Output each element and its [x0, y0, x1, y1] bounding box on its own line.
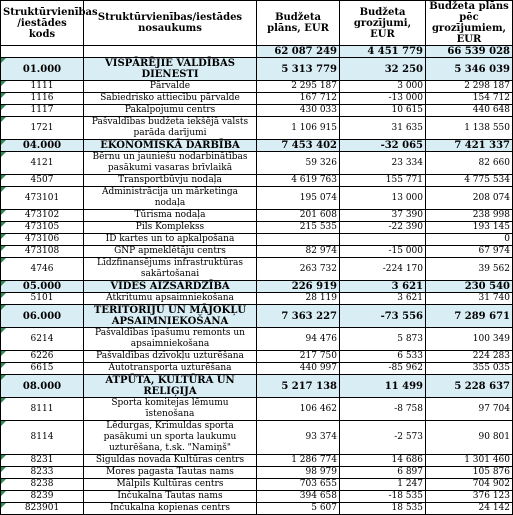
- totals-empty-cell: [84, 46, 257, 58]
- row-name: Lēdurgas, Krimuldas sporta pasākumi un sporta laukumu uzturēšana, t.sk. "Namiņš": [84, 421, 257, 455]
- row-name: Sabiedrisko attiecību pārvalde: [84, 93, 257, 105]
- table-row: [1, 222, 513, 234]
- row-name: ID kartes un to apkalpošana: [84, 234, 257, 246]
- row-name: EKONOMISKĀ DARBĪBA: [84, 140, 257, 152]
- row-code: 08.000: [1, 375, 84, 398]
- row-plan: 82 974: [257, 246, 340, 258]
- row-name: Sporta komitejas lēmumu īstenošana: [84, 398, 257, 421]
- row-code: 05.000: [1, 281, 84, 293]
- row-plan-after: 355 035: [426, 363, 513, 375]
- cell-indicator-icon: [1, 293, 6, 298]
- row-plan: 1 106 915: [257, 117, 340, 140]
- cell-indicator-icon: [1, 421, 6, 426]
- row-plan-after: 39 562: [426, 258, 513, 281]
- row-name: Transportbūvju nodaļa: [84, 175, 257, 187]
- row-code: 8233: [1, 467, 84, 479]
- row-name: Mālpils Kultūras centrs: [84, 479, 257, 491]
- row-plan-after: 208 074: [426, 187, 513, 210]
- table-row: [1, 351, 513, 363]
- row-plan: 703 655: [257, 479, 340, 491]
- total-plan: 62 087 249: [257, 46, 340, 58]
- cell-indicator-icon: [1, 491, 6, 496]
- row-name: Mores pagasta Tautas nams: [84, 467, 257, 479]
- section-row: [1, 281, 513, 293]
- row-code: 4507: [1, 175, 84, 187]
- table-row: [1, 246, 513, 258]
- cell-indicator-icon: [1, 81, 6, 86]
- row-plan-after: 1 138 550: [426, 117, 513, 140]
- row-name: Autotransporta uzturēšana: [84, 363, 257, 375]
- row-code: 823901: [1, 503, 84, 515]
- row-change: -2 573: [340, 421, 426, 455]
- row-plan: [257, 234, 340, 246]
- row-code: 4121: [1, 152, 84, 175]
- table-row: [1, 467, 513, 479]
- cell-indicator-icon: [1, 234, 6, 239]
- cell-indicator-icon: [1, 117, 6, 122]
- row-plan: 7 363 227: [257, 305, 340, 328]
- row-change: -15 000: [340, 246, 426, 258]
- table-row: [1, 455, 513, 467]
- row-code: 1116: [1, 93, 84, 105]
- row-name: ATPŪTA, KULTŪRA UN RELIĢIJA: [84, 375, 257, 398]
- row-plan: 106 462: [257, 398, 340, 421]
- table-row: [1, 293, 513, 305]
- row-plan-after: 154 712: [426, 93, 513, 105]
- cell-indicator-icon: [1, 246, 6, 251]
- row-plan-after: 82 660: [426, 152, 513, 175]
- cell-indicator-icon: [1, 281, 6, 286]
- row-change: -85 962: [340, 363, 426, 375]
- row-name: Inčukalna Tautas nams: [84, 491, 257, 503]
- row-name: Pašvaldības īpašumu remonts un apsaimniekošana: [84, 328, 257, 351]
- table-row: [1, 152, 513, 175]
- table-row: [1, 187, 513, 210]
- row-plan-after: 4 775 534: [426, 175, 513, 187]
- row-code: 8231: [1, 455, 84, 467]
- row-change: 23 334: [340, 152, 426, 175]
- cell-indicator-icon: [1, 105, 6, 110]
- row-plan: 217 750: [257, 351, 340, 363]
- header-plan-after: Budžeta plāns pēc grozījumiem, EUR: [426, 1, 513, 46]
- row-plan: 394 658: [257, 491, 340, 503]
- row-plan: 195 074: [257, 187, 340, 210]
- section-row: [1, 58, 513, 81]
- row-change: 6 533: [340, 351, 426, 363]
- row-name: Siguldas novada Kultūras centrs: [84, 455, 257, 467]
- row-change: 5 873: [340, 328, 426, 351]
- row-plan-after: 193 145: [426, 222, 513, 234]
- row-code: 1721: [1, 117, 84, 140]
- cell-indicator-icon: [1, 258, 6, 263]
- row-plan: 1 286 774: [257, 455, 340, 467]
- row-change: 13 000: [340, 187, 426, 210]
- row-name: VISPĀRĒJIE VALDĪBAS DIENESTI: [84, 58, 257, 81]
- row-plan: 94 476: [257, 328, 340, 351]
- row-plan-after: 1 301 460: [426, 455, 513, 467]
- row-change: 31 635: [340, 117, 426, 140]
- cell-indicator-icon: [1, 375, 6, 380]
- row-code: 473106: [1, 234, 84, 246]
- row-change: 18 535: [340, 503, 426, 515]
- row-plan: 263 732: [257, 258, 340, 281]
- row-code: 6214: [1, 328, 84, 351]
- row-change: -18 535: [340, 491, 426, 503]
- row-plan: 5 313 779: [257, 58, 340, 81]
- table-row: [1, 421, 513, 455]
- row-code: 8238: [1, 479, 84, 491]
- header-code: Struktūrvienības /iestādes kods: [1, 1, 84, 46]
- section-row: [1, 140, 513, 152]
- row-plan-after: 224 283: [426, 351, 513, 363]
- table-row: [1, 398, 513, 421]
- row-plan-after: 97 704: [426, 398, 513, 421]
- row-code: 6226: [1, 351, 84, 363]
- row-name: Pakalpojumu centrs: [84, 105, 257, 117]
- row-plan: 5 607: [257, 503, 340, 515]
- row-plan-after: 5 346 039: [426, 58, 513, 81]
- row-code: 473101: [1, 187, 84, 210]
- table-row: [1, 491, 513, 503]
- table-row: [1, 479, 513, 491]
- table-row: [1, 93, 513, 105]
- cell-indicator-icon: [1, 175, 6, 180]
- row-code: 8111: [1, 398, 84, 421]
- table-row: [1, 210, 513, 222]
- row-change: 11 499: [340, 375, 426, 398]
- row-change: 3 621: [340, 281, 426, 293]
- row-code: 8239: [1, 491, 84, 503]
- row-change: -8 758: [340, 398, 426, 421]
- row-code: 8114: [1, 421, 84, 455]
- row-name: Atkritumu apsaimniekošana: [84, 293, 257, 305]
- row-change: [340, 234, 426, 246]
- table-row: [1, 328, 513, 351]
- row-plan: 2 295 187: [257, 81, 340, 93]
- row-plan-after: 31 740: [426, 293, 513, 305]
- row-plan-after: 704 902: [426, 479, 513, 491]
- table-row: [1, 258, 513, 281]
- cell-indicator-icon: [1, 93, 6, 98]
- row-plan-after: 238 998: [426, 210, 513, 222]
- cell-indicator-icon: [1, 363, 6, 368]
- row-plan: 201 608: [257, 210, 340, 222]
- row-change: -32 065: [340, 140, 426, 152]
- row-change: 14 686: [340, 455, 426, 467]
- row-code: 473102: [1, 210, 84, 222]
- row-plan-after: 7 421 337: [426, 140, 513, 152]
- row-name: Pašvaldības budžeta iekšējā valsts parāda darījumi: [84, 117, 257, 140]
- row-change: -224 170: [340, 258, 426, 281]
- row-change: 3 000: [340, 81, 426, 93]
- row-change: 32 250: [340, 58, 426, 81]
- row-code: 6615: [1, 363, 84, 375]
- row-plan: 226 919: [257, 281, 340, 293]
- cell-indicator-icon: [1, 503, 6, 508]
- section-row: [1, 375, 513, 398]
- row-name: Pils Komplekss: [84, 222, 257, 234]
- cell-indicator-icon: [1, 479, 6, 484]
- row-code: 473108: [1, 246, 84, 258]
- cell-indicator-icon: [1, 152, 6, 157]
- row-plan: 4 619 763: [257, 175, 340, 187]
- row-plan: 440 997: [257, 363, 340, 375]
- row-plan-after: 0: [426, 234, 513, 246]
- row-name: Pārvalde: [84, 81, 257, 93]
- row-plan-after: 440 648: [426, 105, 513, 117]
- row-name: Tūrisma nodaļa: [84, 210, 257, 222]
- row-plan: 28 119: [257, 293, 340, 305]
- row-change: 37 390: [340, 210, 426, 222]
- row-plan-after: 24 142: [426, 503, 513, 515]
- row-change: 10 615: [340, 105, 426, 117]
- row-change: 3 621: [340, 293, 426, 305]
- total-changes: 4 451 779: [340, 46, 426, 58]
- row-change: 6 897: [340, 467, 426, 479]
- row-plan: 430 033: [257, 105, 340, 117]
- row-code: 5101: [1, 293, 84, 305]
- table-row: [1, 234, 513, 246]
- row-plan-after: 7 289 671: [426, 305, 513, 328]
- row-plan: 7 453 402: [257, 140, 340, 152]
- header-plan: Budžeta plāns, EUR: [257, 1, 340, 46]
- row-plan: 98 979: [257, 467, 340, 479]
- row-plan: 167 712: [257, 93, 340, 105]
- row-change: -22 390: [340, 222, 426, 234]
- row-code: 06.000: [1, 305, 84, 328]
- row-name: Inčukalna kopienas centrs: [84, 503, 257, 515]
- row-plan: 59 326: [257, 152, 340, 175]
- cell-indicator-icon: [1, 305, 6, 310]
- row-code: 1117: [1, 105, 84, 117]
- row-plan-after: 90 801: [426, 421, 513, 455]
- row-change: -13 000: [340, 93, 426, 105]
- row-plan-after: 5 228 637: [426, 375, 513, 398]
- row-change: -73 556: [340, 305, 426, 328]
- row-plan: 5 217 138: [257, 375, 340, 398]
- row-name: Administrācija un mārketinga nodaļa: [84, 187, 257, 210]
- header-changes: Budžeta grozījumi, EUR: [340, 1, 426, 46]
- cell-indicator-icon: [1, 398, 6, 403]
- totals-empty-cell: [1, 46, 84, 58]
- table-row: [1, 175, 513, 187]
- row-code: 4746: [1, 258, 84, 281]
- cell-indicator-icon: [1, 351, 6, 356]
- cell-indicator-icon: [1, 467, 6, 472]
- row-change: 155 771: [340, 175, 426, 187]
- row-plan-after: 105 876: [426, 467, 513, 479]
- row-code: 01.000: [1, 58, 84, 81]
- row-plan: 93 374: [257, 421, 340, 455]
- table-row: [1, 503, 513, 515]
- row-plan: 215 535: [257, 222, 340, 234]
- row-code: 1111: [1, 81, 84, 93]
- row-plan-after: 67 974: [426, 246, 513, 258]
- table-row: [1, 363, 513, 375]
- row-name: GNP apmeklētāju centrs: [84, 246, 257, 258]
- row-plan-after: 230 540: [426, 281, 513, 293]
- cell-indicator-icon: [1, 210, 6, 215]
- cell-indicator-icon: [1, 58, 6, 63]
- table-row: [1, 105, 513, 117]
- total-plan-after: 66 539 028: [426, 46, 513, 58]
- cell-indicator-icon: [1, 140, 6, 145]
- row-plan-after: 2 298 187: [426, 81, 513, 93]
- section-row: [1, 305, 513, 328]
- row-change: 1 247: [340, 479, 426, 491]
- cell-indicator-icon: [1, 187, 6, 192]
- row-name: Pašvaldības dzīvokļu uzturēšana: [84, 351, 257, 363]
- row-code: 473105: [1, 222, 84, 234]
- row-plan-after: 100 349: [426, 328, 513, 351]
- row-plan-after: 376 123: [426, 491, 513, 503]
- cell-indicator-icon: [1, 328, 6, 333]
- row-name: Bērnu un jauniešu nodarbinātības pasākumi vasaras brīvlaikā: [84, 152, 257, 175]
- row-name: Līdzfinansējums infrastruktūras sakārtošanai: [84, 258, 257, 281]
- row-code: 04.000: [1, 140, 84, 152]
- cell-indicator-icon: [1, 222, 6, 227]
- cell-indicator-icon: [1, 455, 6, 460]
- header-name: Struktūrvienības/iestādes nosaukums: [84, 1, 257, 46]
- row-name: TERITORIJU UN MĀJOKĻU APSAIMNIEKOŠANA: [84, 305, 257, 328]
- table-row: [1, 81, 513, 93]
- row-name: VIDES AIZSARDZĪBA: [84, 281, 257, 293]
- table-row: [1, 117, 513, 140]
